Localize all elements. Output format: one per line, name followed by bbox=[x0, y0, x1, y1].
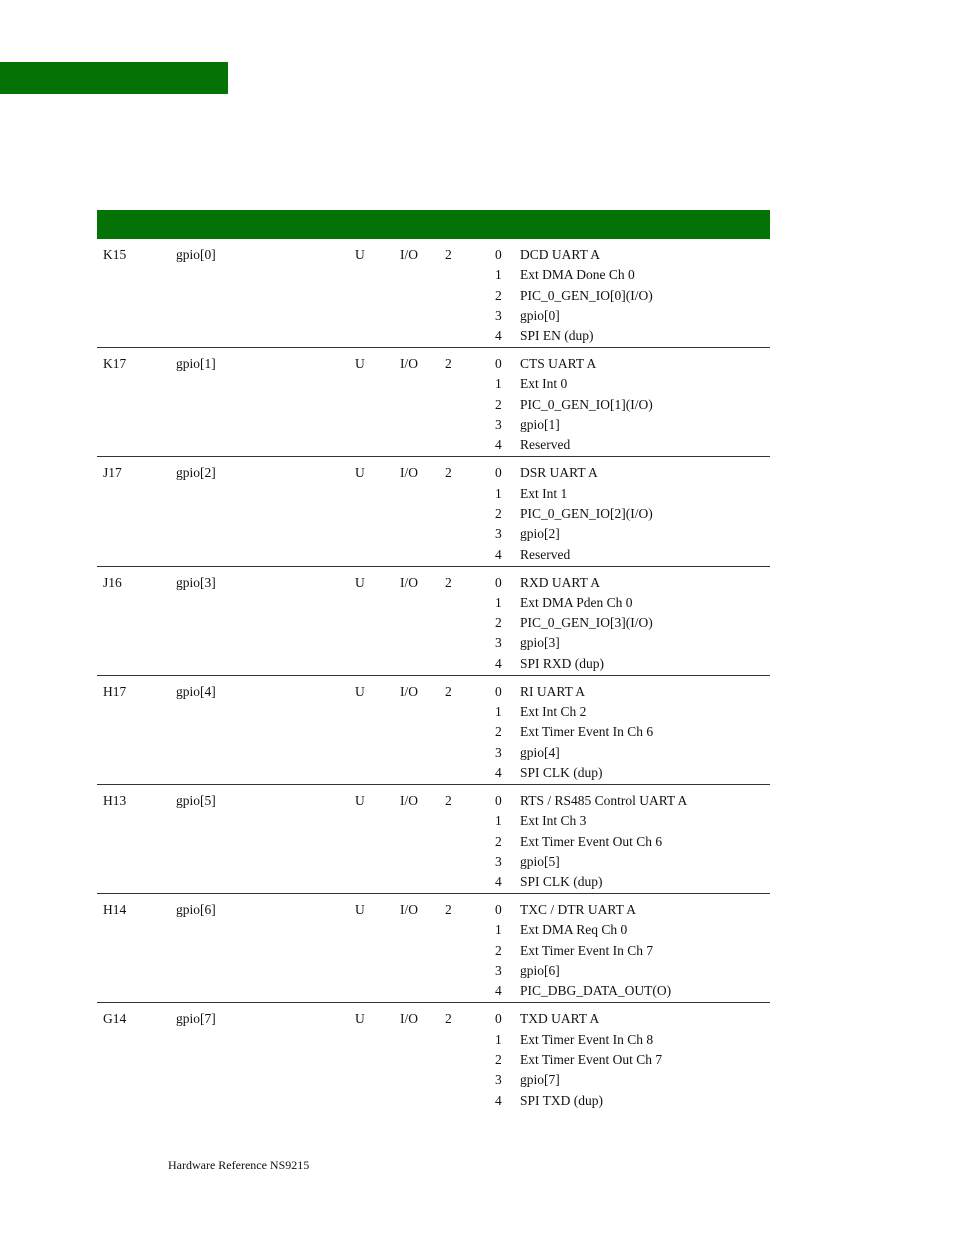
function-value: gpio[2] bbox=[520, 526, 560, 542]
table-row bbox=[97, 567, 770, 676]
table-row bbox=[97, 785, 770, 894]
signal-cell: gpio[2] bbox=[176, 465, 216, 481]
page-footer: Hardware Reference NS9215 bbox=[168, 1158, 310, 1172]
signal-cell: gpio[3] bbox=[176, 574, 216, 590]
function-value: RI UART A bbox=[520, 683, 585, 699]
drive-cell: 2 bbox=[445, 1011, 452, 1027]
table-body bbox=[97, 239, 770, 1113]
function-value: SPI CLK (dup) bbox=[520, 874, 603, 890]
signal-cell: gpio[7] bbox=[176, 1011, 216, 1027]
mux-value: 3 bbox=[495, 417, 502, 433]
mux-value: 4 bbox=[495, 546, 502, 562]
mux-value: 1 bbox=[495, 1031, 502, 1047]
function-value: gpio[4] bbox=[520, 744, 560, 760]
function-value: PIC_0_GEN_IO[0](I/O) bbox=[520, 287, 653, 303]
function-value: SPI RXD (dup) bbox=[520, 655, 605, 671]
mux-value: 1 bbox=[495, 376, 502, 392]
function-value: SPI EN (dup) bbox=[520, 328, 594, 344]
function-cell bbox=[520, 900, 671, 1001]
mux-cell bbox=[495, 463, 507, 564]
pin-cell: H17 bbox=[103, 683, 127, 699]
function-value: PIC_0_GEN_IO[1](I/O) bbox=[520, 396, 653, 412]
mux-cell bbox=[495, 245, 507, 346]
mux-value: 0 bbox=[495, 902, 502, 918]
pull-cell: U bbox=[355, 465, 365, 481]
mux-value: 0 bbox=[495, 465, 502, 481]
mux-value: 4 bbox=[495, 1092, 502, 1108]
mux-value: 0 bbox=[495, 683, 502, 699]
function-value: gpio[7] bbox=[520, 1072, 560, 1088]
function-cell bbox=[520, 682, 653, 783]
function-value: Ext Timer Event In Ch 6 bbox=[520, 724, 654, 740]
drive-cell: 2 bbox=[445, 683, 452, 699]
mux-cell bbox=[495, 354, 507, 455]
direction-cell: I/O bbox=[400, 902, 418, 918]
pull-cell: U bbox=[355, 356, 365, 372]
function-cell bbox=[520, 463, 653, 564]
pull-cell: U bbox=[355, 574, 365, 590]
pin-cell: J17 bbox=[103, 465, 122, 481]
function-value: Ext Int Ch 2 bbox=[520, 704, 587, 720]
function-value: Ext Timer Event Out Ch 6 bbox=[520, 833, 663, 849]
function-cell bbox=[520, 573, 653, 674]
mux-value: 2 bbox=[495, 724, 502, 740]
mux-value: 4 bbox=[495, 983, 502, 999]
function-value: CTS UART A bbox=[520, 356, 597, 372]
table-row bbox=[97, 676, 770, 785]
table-row bbox=[97, 894, 770, 1003]
function-value: gpio[3] bbox=[520, 635, 560, 651]
mux-value: 2 bbox=[495, 287, 502, 303]
function-value: Ext Int Ch 3 bbox=[520, 813, 587, 829]
drive-cell: 2 bbox=[445, 902, 452, 918]
table-row bbox=[97, 1003, 770, 1112]
pin-cell: K17 bbox=[103, 356, 127, 372]
function-value: gpio[6] bbox=[520, 963, 560, 979]
function-value: Ext DMA Done Ch 0 bbox=[520, 267, 635, 283]
mux-value: 1 bbox=[495, 267, 502, 283]
function-value: PIC_DBG_DATA_OUT(O) bbox=[520, 983, 672, 999]
pull-cell: U bbox=[355, 683, 365, 699]
pin-cell: G14 bbox=[103, 1011, 127, 1027]
mux-value: 4 bbox=[495, 655, 502, 671]
mux-value: 0 bbox=[495, 792, 502, 808]
mux-value: 3 bbox=[495, 526, 502, 542]
function-value: Ext DMA Pden Ch 0 bbox=[520, 594, 633, 610]
function-value: Ext DMA Req Ch 0 bbox=[520, 922, 628, 938]
function-value: Ext Timer Event In Ch 8 bbox=[520, 1031, 654, 1047]
drive-cell: 2 bbox=[445, 465, 452, 481]
function-value: Ext Int 0 bbox=[520, 376, 568, 392]
mux-value: 4 bbox=[495, 437, 502, 453]
mux-value: 4 bbox=[495, 764, 502, 780]
pin-cell: H13 bbox=[103, 792, 127, 808]
drive-cell: 2 bbox=[445, 356, 452, 372]
direction-cell: I/O bbox=[400, 247, 418, 262]
function-value: SPI CLK (dup) bbox=[520, 764, 603, 780]
mux-value: 3 bbox=[495, 635, 502, 651]
mux-value: 3 bbox=[495, 307, 502, 323]
table-row bbox=[97, 457, 770, 566]
function-value: SPI TXD (dup) bbox=[520, 1092, 604, 1108]
signal-cell: gpio[6] bbox=[176, 902, 216, 918]
mux-cell bbox=[495, 900, 507, 1001]
mux-value: 3 bbox=[495, 744, 502, 760]
mux-value: 1 bbox=[495, 704, 502, 720]
table-row bbox=[97, 348, 770, 457]
mux-value: 2 bbox=[495, 396, 502, 412]
direction-cell: I/O bbox=[400, 574, 418, 590]
mux-cell bbox=[495, 573, 507, 674]
function-value: gpio[1] bbox=[520, 417, 560, 433]
mux-value: 2 bbox=[495, 942, 502, 958]
mux-value: 1 bbox=[495, 485, 502, 501]
mux-cell bbox=[495, 791, 507, 892]
drive-cell: 2 bbox=[445, 574, 452, 590]
signal-cell: gpio[1] bbox=[176, 356, 216, 372]
mux-value: 4 bbox=[495, 874, 502, 890]
pull-cell: U bbox=[355, 247, 365, 262]
pin-table bbox=[97, 210, 770, 1113]
mux-value: 0 bbox=[495, 356, 502, 372]
pull-cell: U bbox=[355, 1011, 365, 1027]
function-value: Ext Timer Event In Ch 7 bbox=[520, 942, 654, 958]
direction-cell: I/O bbox=[400, 683, 418, 699]
function-value: Ext Int 1 bbox=[520, 485, 568, 501]
mux-value: 1 bbox=[495, 813, 502, 829]
pin-cell: J16 bbox=[103, 574, 122, 590]
mux-cell bbox=[495, 1009, 507, 1110]
mux-value: 4 bbox=[495, 328, 502, 344]
function-value: DCD UART A bbox=[520, 247, 600, 262]
function-value: TXC / DTR UART A bbox=[520, 902, 636, 918]
function-value: TXD UART A bbox=[520, 1011, 600, 1027]
mux-value: 2 bbox=[495, 505, 502, 521]
function-value: PIC_0_GEN_IO[2](I/O) bbox=[520, 505, 653, 521]
pull-cell: U bbox=[355, 792, 365, 808]
drive-cell: 2 bbox=[445, 792, 452, 808]
function-cell bbox=[520, 354, 653, 455]
direction-cell: I/O bbox=[400, 792, 418, 808]
mux-value: 0 bbox=[495, 247, 502, 262]
mux-value: 2 bbox=[495, 615, 502, 631]
direction-cell: I/O bbox=[400, 465, 418, 481]
mux-value: 3 bbox=[495, 963, 502, 979]
mux-value: 3 bbox=[495, 1072, 502, 1088]
function-value: PIC_0_GEN_IO[3](I/O) bbox=[520, 615, 653, 631]
function-value: RXD UART A bbox=[520, 574, 600, 590]
pin-cell: H14 bbox=[103, 902, 127, 918]
function-cell bbox=[520, 245, 653, 346]
function-value: DSR UART A bbox=[520, 465, 598, 481]
pin-cell: K15 bbox=[103, 247, 127, 262]
table-header-bar bbox=[97, 210, 770, 239]
function-cell bbox=[520, 791, 687, 892]
chapter-tab-bar bbox=[0, 62, 228, 94]
table-row bbox=[97, 239, 770, 348]
mux-value: 0 bbox=[495, 574, 502, 590]
function-cell bbox=[520, 1009, 662, 1110]
function-value: RTS / RS485 Control UART A bbox=[520, 792, 688, 808]
mux-value: 3 bbox=[495, 853, 502, 869]
mux-value: 1 bbox=[495, 594, 502, 610]
mux-value: 2 bbox=[495, 833, 502, 849]
function-value: Reserved bbox=[520, 437, 571, 453]
function-value: gpio[0] bbox=[520, 307, 560, 323]
signal-cell: gpio[4] bbox=[176, 683, 216, 699]
mux-value: 1 bbox=[495, 922, 502, 938]
pull-cell: U bbox=[355, 902, 365, 918]
function-value: gpio[5] bbox=[520, 853, 560, 869]
signal-cell: gpio[0] bbox=[176, 247, 216, 262]
direction-cell: I/O bbox=[400, 356, 418, 372]
mux-cell bbox=[495, 682, 507, 783]
mux-value: 2 bbox=[495, 1051, 502, 1067]
signal-cell: gpio[5] bbox=[176, 792, 216, 808]
function-value: Reserved bbox=[520, 546, 571, 562]
direction-cell: I/O bbox=[400, 1011, 418, 1027]
function-value: Ext Timer Event Out Ch 7 bbox=[520, 1051, 663, 1067]
mux-value: 0 bbox=[495, 1011, 502, 1027]
drive-cell: 2 bbox=[445, 247, 452, 262]
